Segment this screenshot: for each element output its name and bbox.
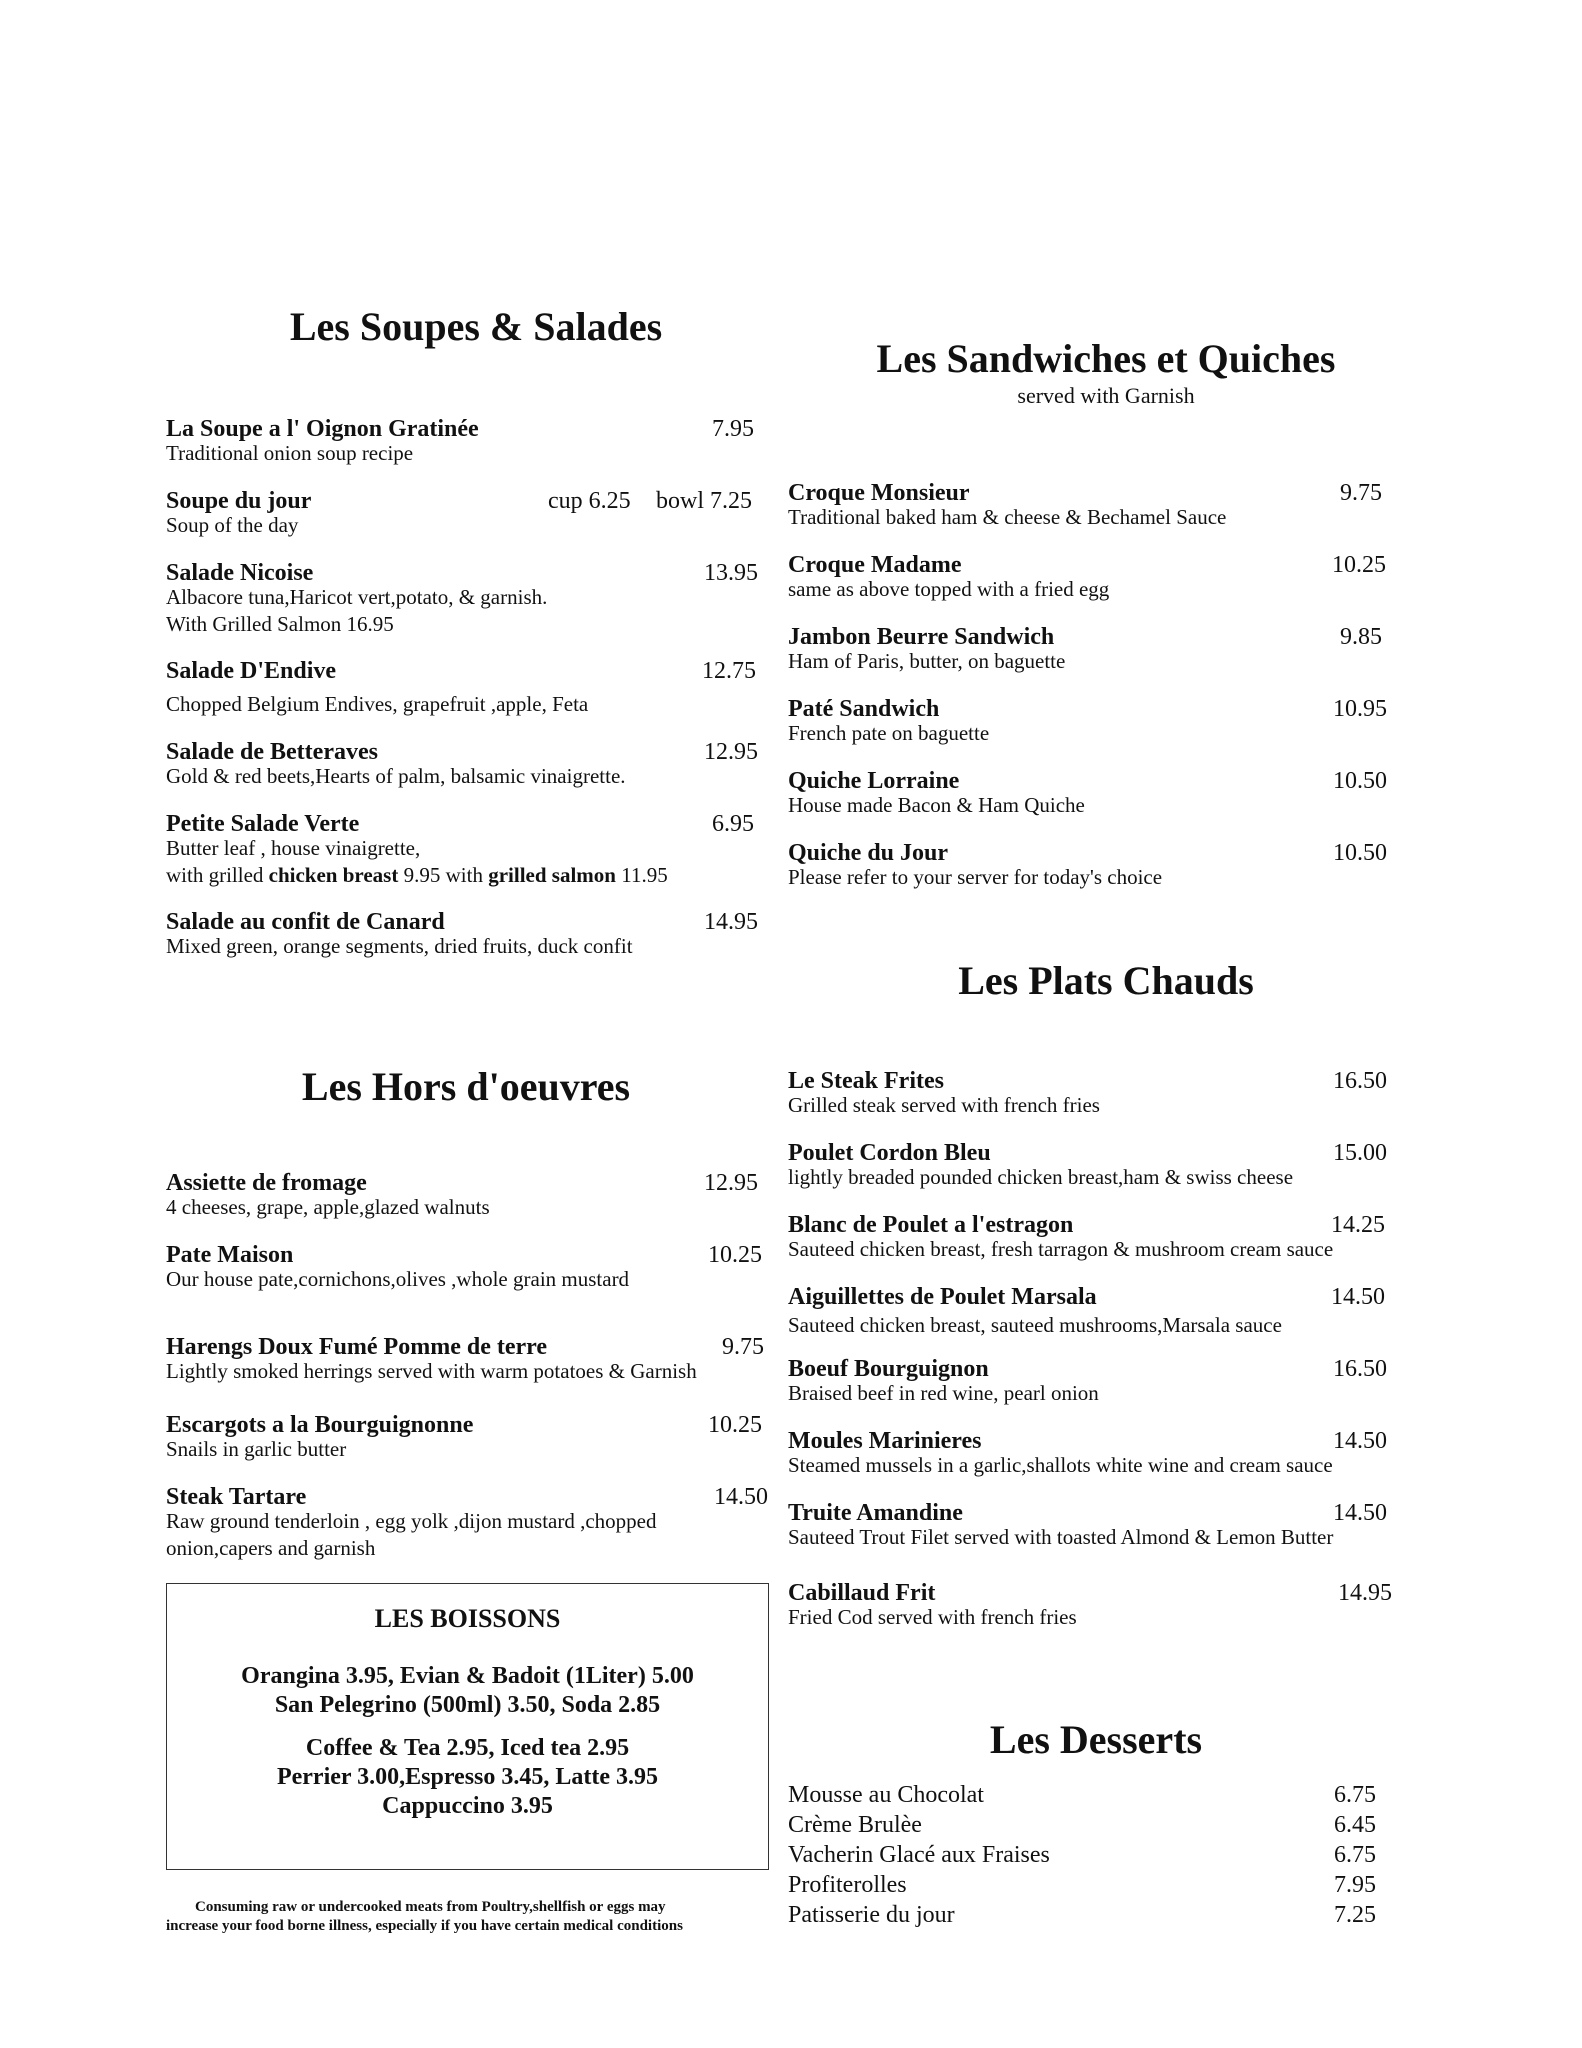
health-disclaimer [166,1898,786,1936]
dessert-name: Vacherin Glacé aux Fraises [788,1842,1050,1868]
item-name: Escargots a la Bourguignonne [166,1412,474,1438]
item-description: Fried Cod served with french fries [788,1605,1077,1629]
boissons-title: LES BOISSONS [374,1604,561,1633]
item-name: Salade au confit de Canard [166,909,445,935]
item-price: 9.75 [722,1334,764,1360]
item-price: 10.95 [1333,696,1387,722]
item-description: Chopped Belgium Endives, grapefruit ,apple, Feta [166,692,589,716]
item-price: 14.95 [1338,1580,1392,1606]
dessert-price: 7.25 [1334,1902,1376,1928]
item-name: Salade de Betteraves [166,739,378,765]
dessert-name: Profiterolles [788,1872,907,1898]
item-name: Moules Marinieres [788,1428,982,1454]
item-name: Paté Sandwich [788,696,940,722]
sandwiches-subtitle: served with Garnish [1017,383,1195,408]
item-price-cup: cup 6.25 [548,488,631,514]
item-description: Grilled steak served with french fries [788,1093,1100,1117]
item-name: Pate Maison [166,1242,294,1268]
boissons-line: Perrier 3.00,Espresso 3.45, Latte 3.95 [276,1764,659,1790]
item-price: 16.50 [1333,1068,1387,1094]
item-name: Aiguillettes de Poulet Marsala [788,1284,1097,1310]
item-price: 10.50 [1333,768,1387,794]
item-name: Cabillaud Frit [788,1580,936,1606]
item-description: Our house pate,cornichons,olives ,whole grain mustard [166,1267,630,1291]
item-description: Steamed mussels in a garlic,shallots white wine and cream sauce [788,1453,1333,1477]
item-price: 10.25 [1332,552,1386,578]
item-price: 12.75 [702,658,756,684]
item-name: Steak Tartare [166,1484,307,1510]
item-name: Croque Monsieur [788,480,970,506]
item-price: 15.00 [1333,1140,1387,1166]
item-name: Truite Amandine [788,1500,963,1526]
item-price: 7.95 [712,416,754,442]
item-description: lightly breaded pounded chicken breast,ham & swiss cheese [788,1165,1294,1189]
item-description: Sauteed chicken breast, fresh tarragon & mushroom cream sauce [788,1237,1334,1261]
item-price: 14.50 [1331,1284,1385,1310]
dessert-price: 6.75 [1334,1782,1376,1808]
item-price: 6.95 [712,811,754,837]
boissons-line: Orangina 3.95, Evian & Badoit (1Liter) 5.00 [241,1663,694,1689]
item-description: Butter leaf , house vinaigrette, [166,836,421,860]
item-name: Harengs Doux Fumé Pomme de terre [166,1334,548,1360]
dessert-name: Mousse au Chocolat [788,1782,984,1808]
boissons-line: Coffee & Tea 2.95, Iced tea 2.95 [305,1735,630,1761]
dessert-name: Patisserie du jour [788,1902,955,1928]
item-description: same as above topped with a fried egg [788,577,1110,601]
item-price: 13.95 [704,560,758,586]
item-description: French pate on baguette [788,721,990,745]
item-description: House made Bacon & Ham Quiche [788,793,1085,817]
item-price: 14.25 [1331,1212,1385,1238]
item-description: Soup of the day [166,513,299,537]
item-description: Albacore tuna,Haricot vert,potato, & garnish. [166,585,548,609]
desserts-heading: Les Desserts [989,1717,1203,1762]
item-price: 14.50 [714,1484,768,1510]
item-description: Mixed green, orange segments, dried fruits, duck confit [166,934,633,958]
item-price: 14.95 [704,909,758,935]
item-description: Raw ground tenderloin , egg yolk ,dijon mustard ,chopped [166,1509,657,1533]
item-description: Sauteed chicken breast, sauteed mushrooms,Marsala sauce [788,1313,1282,1337]
item-price: 10.25 [708,1242,762,1268]
item-price: 10.50 [1333,840,1387,866]
item-description: Sauteed Trout Filet served with toasted Almond & Lemon Butter [788,1525,1334,1549]
item-name: Blanc de Poulet a l'estragon [788,1212,1074,1238]
dessert-price: 7.95 [1334,1872,1376,1898]
item-price: 12.95 [704,1170,758,1196]
item-price: 12.95 [704,739,758,765]
dessert-name: Crème Brulèe [788,1812,922,1838]
item-price: 14.50 [1333,1500,1387,1526]
disclaimer-line: Consuming raw or undercooked meats from Poultry,shellfish or eggs may [195,1899,666,1915]
boissons-line: Cappuccino 3.95 [382,1793,553,1819]
item-name: Poulet Cordon Bleu [788,1140,991,1166]
item-price: 9.85 [1340,624,1382,650]
item-name: Le Steak Frites [788,1068,944,1094]
item-name: Jambon Beurre Sandwich [788,624,1055,650]
item-price: 9.75 [1340,480,1382,506]
item-description: 4 cheeses, grape, apple,glazed walnuts [166,1195,490,1219]
item-price: 10.25 [708,1412,762,1438]
item-name: Boeuf Bourguignon [788,1356,989,1382]
item-price: 14.50 [1333,1428,1387,1454]
item-description: Snails in garlic butter [166,1437,347,1461]
item-description: Please refer to your server for today's choice [788,865,1163,889]
soupes-heading: Les Soupes & Salades [289,304,663,349]
item-name: Salade D'Endive [166,658,337,684]
item-description: onion,capers and garnish [166,1536,376,1560]
item-name: Petite Salade Verte [166,811,360,837]
item-name: Salade Nicoise [166,560,314,586]
boissons-line: San Pelegrino (500ml) 3.50, Soda 2.85 [274,1692,661,1718]
item-name: Soupe du jour [166,488,312,514]
dessert-price: 6.45 [1334,1812,1376,1838]
item-name: Assiette de fromage [166,1170,367,1196]
item-description: Braised beef in red wine, pearl onion [788,1381,1099,1405]
item-description: Traditional baked ham & cheese & Bechamel Sauce [788,505,1227,529]
item-description: With Grilled Salmon 16.95 [166,612,394,636]
item-description: Traditional onion soup recipe [166,441,414,465]
item-description: Gold & red beets,Hearts of palm, balsamic vinaigrette. [166,764,626,788]
item-name: La Soupe a l' Oignon Gratinée [166,416,479,442]
item-description: Ham of Paris, butter, on baguette [788,649,1066,673]
item-name: Quiche du Jour [788,840,949,866]
disclaimer-line: increase your food borne illness, especially if you have certain medical conditions [166,1918,683,1934]
item-price-bowl: bowl 7.25 [656,488,752,514]
hors-heading: Les Hors d'oeuvres [301,1064,631,1109]
sandwiches-heading: Les Sandwiches et Quiches [876,336,1336,381]
item-name: Quiche Lorraine [788,768,960,794]
item-price: 16.50 [1333,1356,1387,1382]
plats-heading: Les Plats Chauds [958,958,1254,1003]
dessert-price: 6.75 [1334,1842,1376,1868]
item-description-options: with grilled chicken breast 9.95 with grilled salmon 11.95 [166,863,668,887]
item-name: Croque Madame [788,552,962,578]
item-description: Lightly smoked herrings served with warm potatoes & Garnish [166,1359,697,1383]
boissons-box [166,1583,769,1870]
